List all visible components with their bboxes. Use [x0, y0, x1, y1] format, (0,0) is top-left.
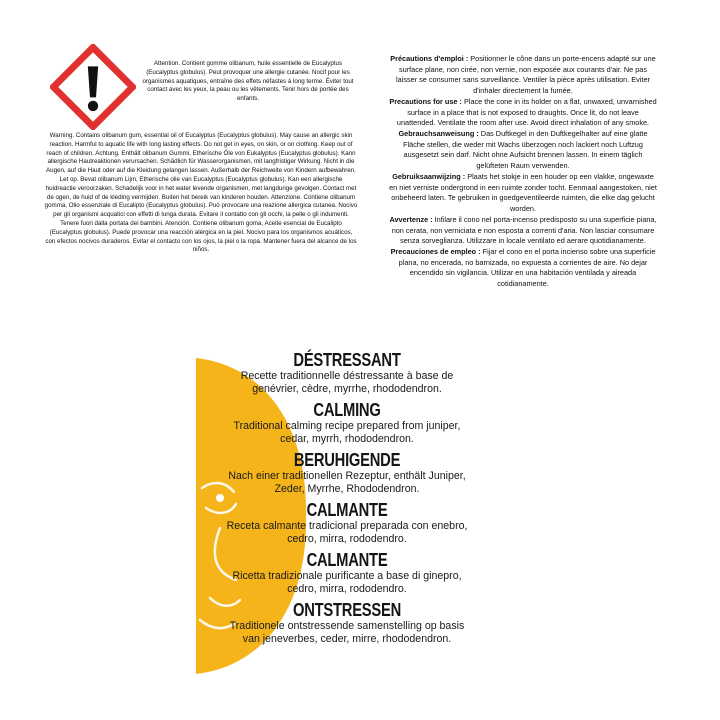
- product-title: CALMING: [313, 400, 381, 420]
- precaution-label: Précautions d'emploi :: [390, 54, 469, 63]
- precaution-text: Place the cone in its holder on a flat, unwaxed, unvarnished surface in a place that is not exposed to draughts. Once lit, do not leave unattended. Ventilate the room after use. Avoid direct inhalation of any smoke.: [396, 96, 657, 128]
- product-descriptions: [222, 350, 472, 650]
- precaution-text: Plaats het stokje in een houder op een vlakke, ongewaxte en niet verniste ondergrond in een ruimte zonder tocht. Eenmaal aangestoken, niet onbeheerd laten. Te gebruiken in goedgeventileerde ruimten, die elke dag gelucht worden.: [389, 171, 657, 214]
- precaution-label: Gebruiksaanwijzing :: [392, 171, 466, 181]
- precaution-es: [388, 247, 658, 290]
- hazard-exclamation-icon: [50, 44, 136, 130]
- precaution-de: [388, 129, 658, 172]
- precaution-text: Das Duftkegel in den Duftkegelhalter auf eine glatte Fläche stellen, die weder mit Wachs überzogen noch lackiert noch Luftzug ausgesetzt sein darf. Nicht ohne Aufsicht brennen lassen. In einem täglich gelüfteten Raum verwenden.: [403, 129, 648, 171]
- product-title: CALMANTE: [306, 500, 388, 520]
- product-block-fr: [222, 350, 472, 396]
- precaution-text: Fijar el cono en el porta incienso sobre una superficie plana, no encerada, no barnizada, no expuesta a corrientes de aire. No dejar encendido sin vigilancia. Utilizar en una habitación ventilada y aireada cotidianamente.: [398, 246, 656, 289]
- precautions-section: [388, 54, 658, 290]
- precaution-en: [388, 97, 658, 129]
- warning-text-multilingual: Warning. Contains olibanum gum, essential oil of Eucalyptus (Eucalyptus globulus). May cause an allergic skin reaction. Harmful to aquatic life with long lasting effects. Do not get in eyes, on skin, or on clothing. Keep out of reach of children. Achtung. Enthält olibanum Gummi, Etherische Öle von Eukalyptus (Eucalyptus globulus). Kann allergische Hautreaktionen verursachen. Schädlich für Wasserorganismen, mit langfristiger Wirkung. Nicht in die Augen, auf die Haut oder auf die Kleidung gelangen lassen. Außerhalb der Reichweite von Kindern aufbewahren. Let op. Bevat olibanum Lijm, Etherische olie van Eucalyptus (Eucalyptus globulus). Kan een allergische huidreactie veroorzaken. Schadelijk voor in het water levende organismen, met langdurige gevolgen. Contact met de ogen, de huid of de kleding vermijden. Buiten het bereik van kinderen houden. Attenzione. Contiene olibanum gomma, Olio essenziale di Eucalipto (Eucalyptus globulus). Può provocare una reazione allergica cutanea. Nocivo per gli organismi acquatici con effetti di lunga durata. Evitare il contatto con gli occhi, la pelle o gli indumenti. Tenere fuori dalla portata dei bambini. Atención. Contiene olibanum goma, Aceite esencial de Eucalipto (Eucalyptus globulus). Puede provocar una reacción alérgica en la piel. Nocivo para los organismos acuáticos, con efectos nocivos duraderos. Evitar el contacto con los ojos, la piel o la ropa. Mantener fuera del alcance de los niños.: [44, 132, 358, 254]
- product-title: DÉSTRESSANT: [293, 350, 401, 370]
- precaution-text: Positionner le cône dans un porte-encens adapté sur une surface plane, non cirée, non vernie, non exposée aux courants d'air. Ne pas laisser se consumer sans surveillance. Ventiler la pièce après utilisation. Eviter d'inhaler directement la fumée.: [396, 54, 656, 96]
- precaution-label: Gebrauchsanweisung :: [398, 129, 479, 139]
- precaution-text: Infilare il cono nel porta-incenso predisposto su una superficie piana, non cerata, non verniciata e non esposta a correnti d'aria. Non lasciar consumare senza sorveglianza. Utilizzare in locale ventilato ed aerare quotidianamente.: [391, 214, 657, 246]
- product-block-de: [222, 450, 472, 496]
- precaution-label: Precauciones de empleo :: [390, 246, 481, 256]
- product-title: ONTSTRESSEN: [292, 600, 402, 620]
- precaution-fr: [388, 54, 658, 97]
- product-description: Ricetta tradizionale purificante a base di ginepro, cedro, mirra, rododendro.: [232, 570, 462, 595]
- product-title: BERUHIGENDE: [293, 450, 401, 470]
- precaution-label: Precautions for use :: [389, 96, 462, 106]
- precaution-nl: [388, 172, 658, 215]
- precaution-label: Avvertenze :: [389, 214, 433, 224]
- precaution-it: [388, 215, 658, 247]
- product-description: Receta calmante tradicional preparada con enebro, cedro, mirra, rododendro.: [226, 520, 468, 545]
- product-block-nl: [222, 600, 472, 646]
- product-description: Traditional calming recipe prepared from juniper, cedar, myrrh, rhododendron.: [233, 420, 461, 445]
- warning-text-fr: Attention. Contient gomme oliban​um, huile essentielle de Eucalyptus (Eucalyptus globulus). Peut provoquer une allergie cutanée. Nocif pour les organismes aquatiques, entraîne des effets néfastes à long terme. Éviter tout contact avec les yeux, la peau ou les vêtements. Tenir hors de portée des enfants.: [142, 60, 354, 103]
- product-block-en: [222, 400, 472, 446]
- product-block-it: [222, 550, 472, 596]
- product-title: CALMANTE: [306, 550, 388, 570]
- product-description: Traditionele ontstressende samenstelling op basis van jeneverbes, ceder, mirre, rhododendron.: [229, 620, 465, 645]
- product-block-es: [222, 500, 472, 546]
- product-description: Recette traditionnelle déstressante à base de genévrier, cèdre, myrrhe, rhododendron.: [240, 370, 454, 395]
- product-description: Nach einer traditionellen Rezeptur, enthält Juniper, Zeder, Myrrhe, Rhododendron.: [228, 470, 466, 495]
